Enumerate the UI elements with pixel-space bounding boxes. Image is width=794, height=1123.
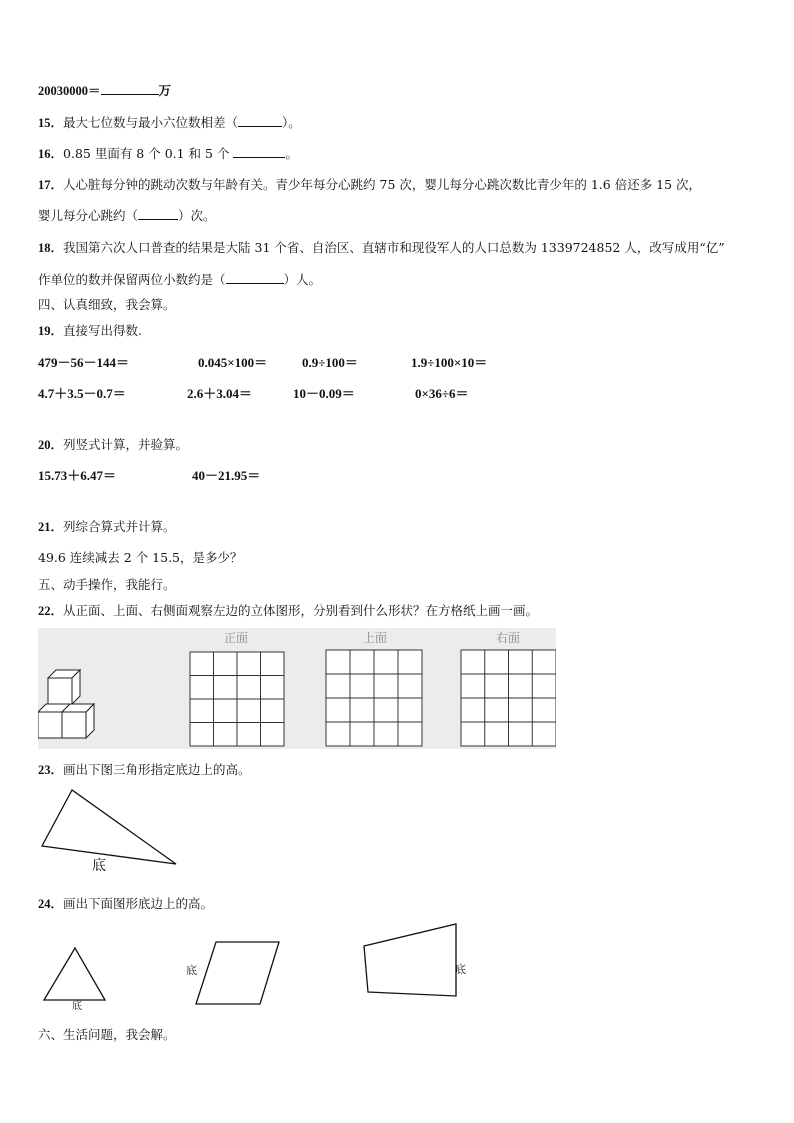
question-number: 22． <box>38 604 64 618</box>
view-label-top: 上面 <box>363 631 388 645</box>
question-17-line2 <box>38 208 216 224</box>
base-label: 底 <box>92 858 106 874</box>
question-text: 0.85 里面有 8 个 0.1 和 5 个 <box>63 146 230 161</box>
vertical-calc-item[interactable]: 40－21.95＝ <box>192 468 261 483</box>
vertical-calc-item[interactable]: 15.73＋6.47＝ <box>38 468 117 483</box>
question-text: 最大七位数与最小六位数相差（ <box>63 115 239 130</box>
answer-blank[interactable] <box>138 208 178 220</box>
grid-top[interactable] <box>326 650 422 746</box>
question-number: 16． <box>38 147 64 161</box>
question-text: 作单位的数并保留两位小数约是（ <box>38 272 226 287</box>
question-number: 19． <box>38 324 64 338</box>
question-24 <box>38 896 213 912</box>
calc-item[interactable]: 1.9÷100×10＝ <box>411 355 488 370</box>
view-label-right: 右面 <box>496 631 521 645</box>
answer-blank[interactable] <box>238 115 282 127</box>
cube-figure <box>38 628 556 749</box>
calc-item[interactable]: 2.6＋3.04＝ <box>187 386 253 401</box>
question-number: 21． <box>38 520 64 534</box>
trapezoid-figure[interactable] <box>360 920 470 1000</box>
question-text: 列综合算式并计算。 <box>63 519 176 534</box>
question-text: 婴儿每分心跳约（ <box>38 208 139 223</box>
small-triangle-figure[interactable] <box>40 945 108 1007</box>
question-text: 画出下面图形底边上的高。 <box>63 896 214 911</box>
calc-item[interactable]: 0.9÷100＝ <box>302 355 358 370</box>
question-number: 20． <box>38 438 64 452</box>
question-text-end: ）人。 <box>283 272 322 287</box>
answer-blank[interactable] <box>233 146 285 158</box>
grid-right[interactable] <box>461 650 556 746</box>
question-21-problem: 49.6 连续减去 2 个 15.5，是多少？ <box>38 550 243 565</box>
view-label-front: 正面 <box>224 631 249 645</box>
calc-item[interactable]: 0×36÷6＝ <box>415 386 469 401</box>
question-19 <box>38 323 142 339</box>
question-text: 从正面、上面、右侧面观察左边的立体图形，分别看到什么形状？在方格纸上画一画。 <box>63 603 539 618</box>
question-text: 我国第六次人口普查的结果是大陆 31 个省、自治区、直辖市和现役军人的人口总数为 1339724852 人，改写成用“亿” <box>63 240 725 255</box>
answer-blank[interactable] <box>101 83 159 95</box>
q14-tail <box>38 83 171 99</box>
question-18-line2 <box>38 272 321 288</box>
question-number: 17． <box>38 178 64 192</box>
question-18 <box>38 240 725 256</box>
calc-item[interactable]: 479－56－144＝ <box>38 355 130 370</box>
question-number: 15． <box>38 116 64 130</box>
question-number: 24． <box>38 897 64 911</box>
question-text: 直接写出得数. <box>63 323 142 338</box>
answer-blank[interactable] <box>226 272 284 284</box>
calc-item[interactable]: 0.045×100＝ <box>198 355 268 370</box>
base-label: 底 <box>186 964 197 977</box>
question-15 <box>38 115 301 131</box>
grid-front[interactable] <box>190 652 284 746</box>
question-number: 18． <box>38 241 64 255</box>
question-number: 23． <box>38 763 64 777</box>
question-text-end: 。 <box>285 146 298 161</box>
question-22 <box>38 603 538 619</box>
question-20 <box>38 437 188 453</box>
calc-item[interactable]: 4.7＋3.5－0.7＝ <box>38 386 126 401</box>
q14-right: 万 <box>158 84 172 98</box>
calc-item[interactable]: 10－0.09＝ <box>293 386 355 401</box>
three-view-panel <box>38 628 556 749</box>
base-label: 底 <box>72 1001 82 1012</box>
q14-left: 20030000＝ <box>38 84 101 98</box>
question-17 <box>38 177 701 193</box>
parallelogram-figure[interactable] <box>192 938 284 1008</box>
question-text-end: ）。 <box>282 115 301 130</box>
triangle-figure[interactable] <box>38 786 183 872</box>
question-21 <box>38 519 176 535</box>
section-heading-6: 六、生活问题，我会解。 <box>38 1027 176 1042</box>
question-text-end: ）次。 <box>178 208 216 223</box>
section-heading-5: 五、动手操作，我能行。 <box>38 577 176 592</box>
section-heading-4: 四、认真细致，我会算。 <box>38 297 176 312</box>
question-text: 列竖式计算，并验算。 <box>63 437 189 452</box>
base-label: 底 <box>455 963 466 976</box>
question-16 <box>38 146 298 162</box>
question-23 <box>38 762 251 778</box>
question-text: 人心脏每分钟的跳动次数与年龄有关。青少年每分心跳约 75 次，婴儿每分心跳次数比青少年的 1.6 倍还多 15 次， <box>63 177 702 192</box>
question-text: 画出下图三角形指定底边上的高。 <box>63 762 251 777</box>
